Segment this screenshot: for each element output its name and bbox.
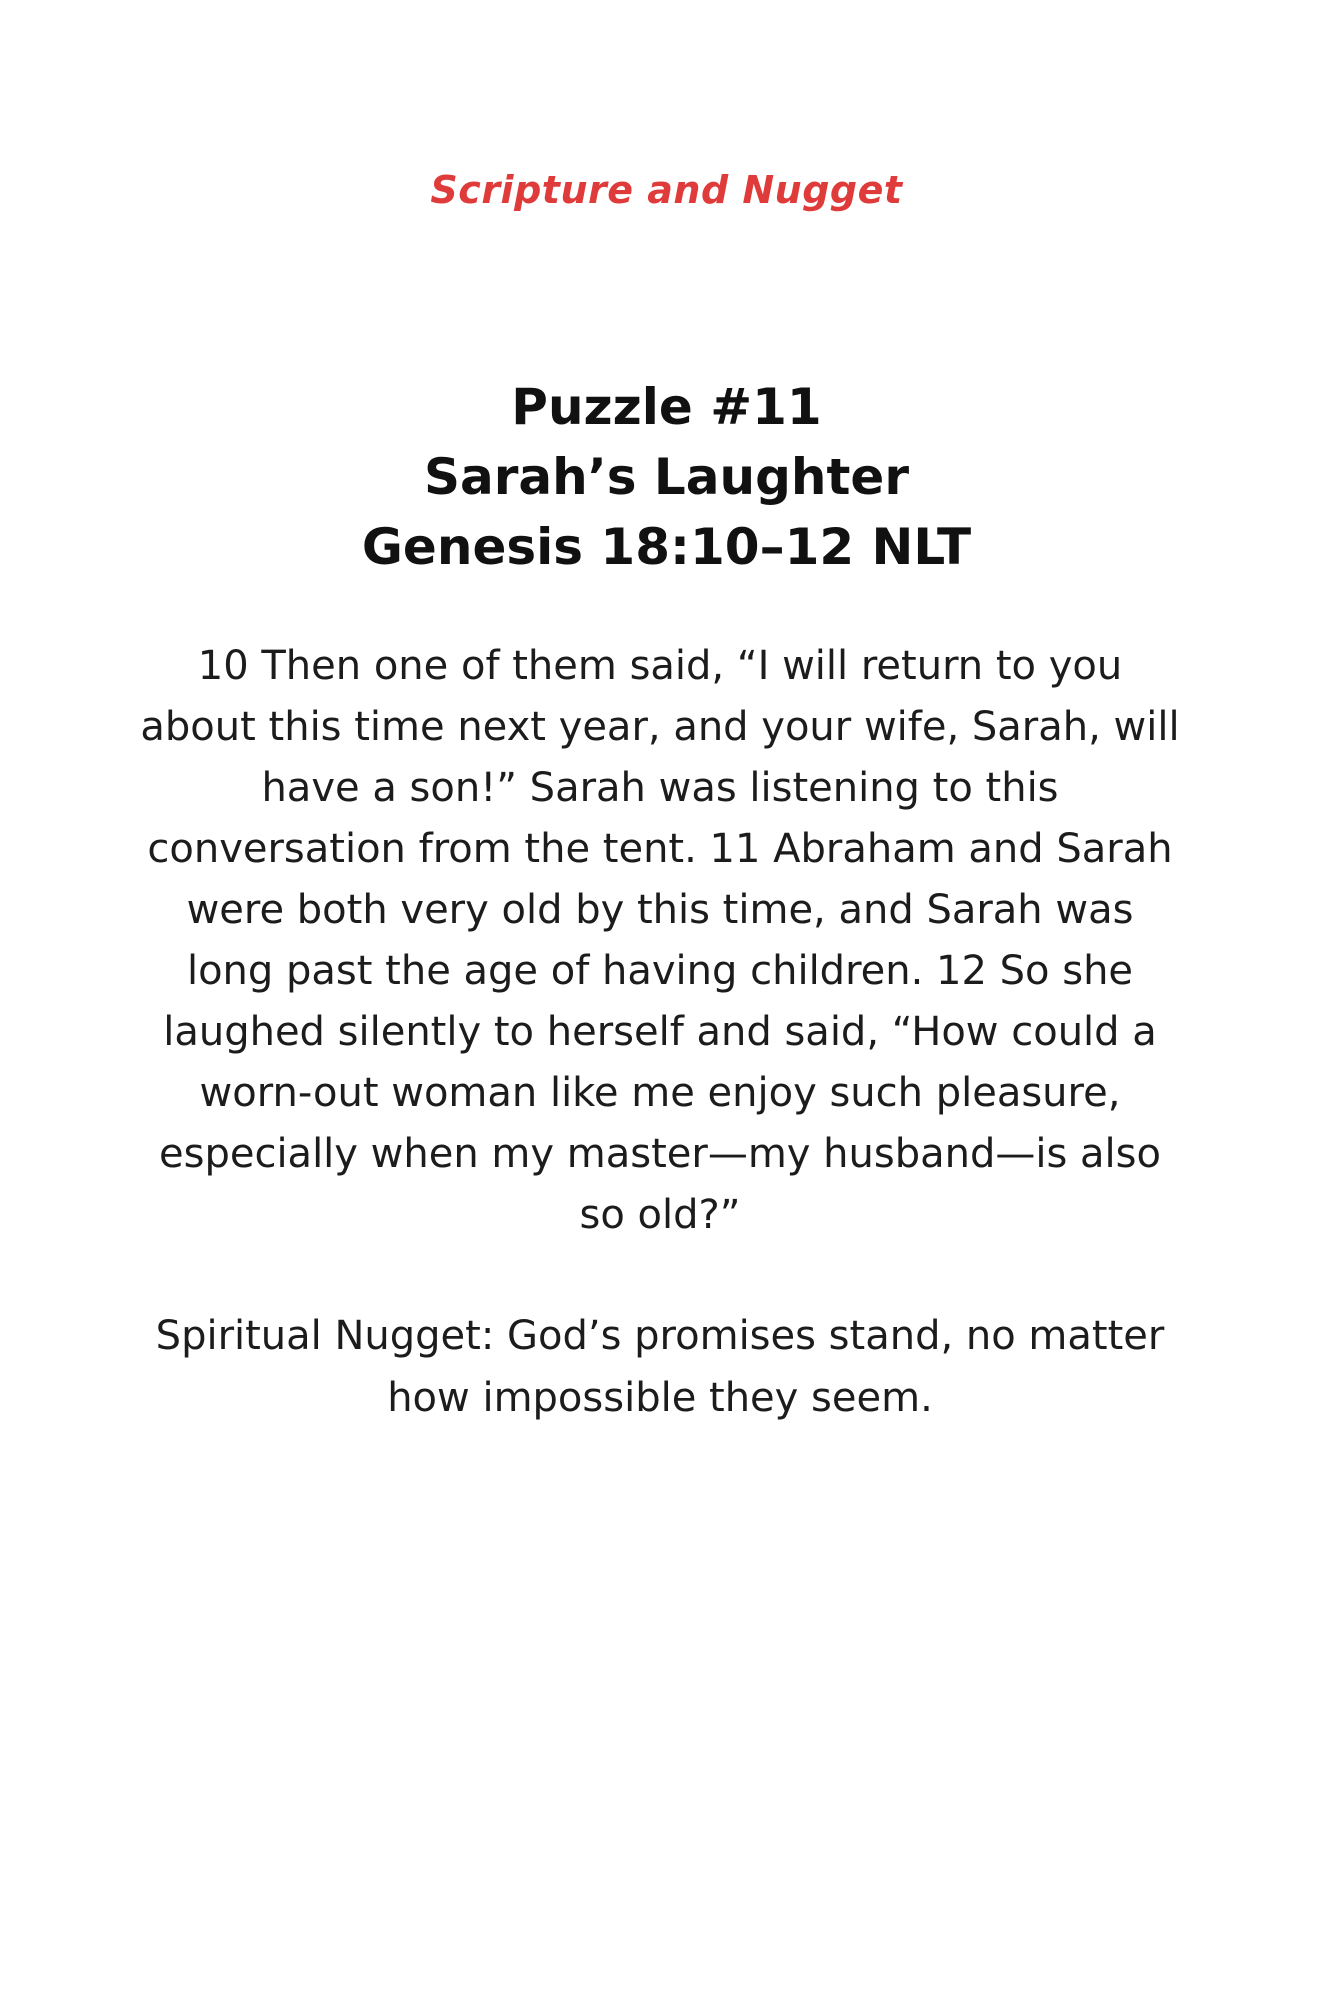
puzzle-title: Sarah’s Laughter <box>424 448 909 506</box>
scripture-reference: Genesis 18:10–12 NLT <box>361 518 972 576</box>
spiritual-nugget: Spiritual Nugget: God’s promises stand, no matter how impossible they seem. <box>155 1313 1165 1421</box>
puzzle-number: Puzzle #11 <box>511 378 822 436</box>
scripture-passage: 10 Then one of them said, “I will return to you about this time next year, and your wife, Sarah, will have a son!” Sarah was listening to this conversation from the tent. 11 Abraham and Sarah were both very old by this time, and Sarah was long past the age of having children. 12 So she laughed silently to herself and said, “How could a worn-out woman like me enjoy such pleasure, especially when my master—my husband—is also so old?” <box>140 643 1180 1238</box>
puzzle-title-block <box>0 372 1333 582</box>
section-header: Scripture and Nugget <box>430 168 903 212</box>
